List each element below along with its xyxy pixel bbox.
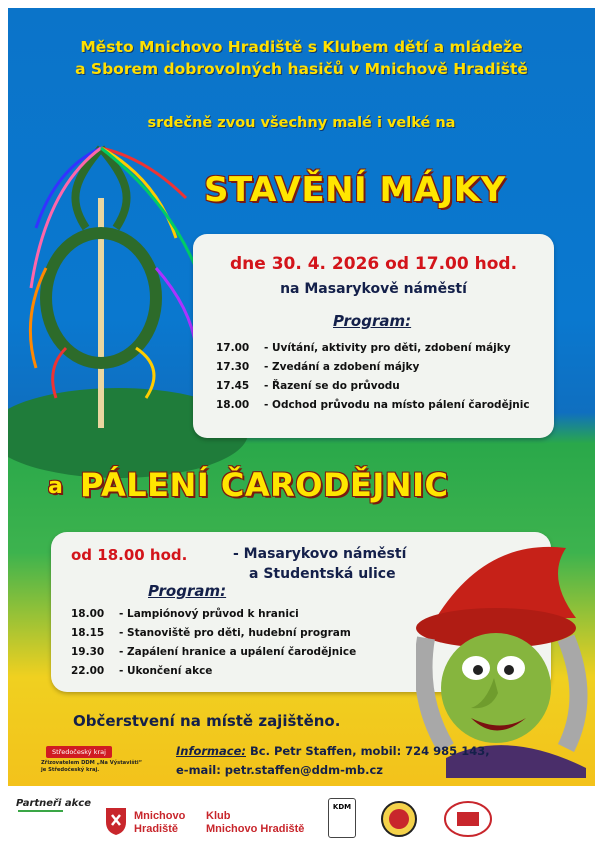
sponsor-note: Zřizovatelem DDM „Na Výstavišti“ je Středočeský kraj.: [41, 760, 143, 773]
maypole-illustration: [26, 138, 216, 428]
program-item: 17.45 - Řazení se do průvodu: [216, 379, 400, 392]
program-item: 18.00 - Lampiónový průvod k hranici: [71, 607, 299, 620]
program-item: 19.30 - Zapálení hranice a upálení čarodějnice: [71, 645, 357, 658]
header-line-3: srdečně zvou všechny malé i velké na: [147, 115, 456, 131]
logo-mnichovo-hradiste: Mnichovo Hradiště: [134, 810, 186, 835]
event1-date: dne 30. 4. 2026 od 17.00 hod.: [229, 254, 518, 274]
event2-program-label: Program:: [148, 582, 227, 600]
event1-program-list: [216, 338, 530, 414]
event2-place-line-2: a Studentská ulice: [249, 566, 396, 582]
logo-klub: Klub Mnichovo Hradiště: [206, 810, 305, 835]
kdm-logo: KDM: [328, 798, 356, 838]
program-item: 22.00 - Ukončení akce: [71, 664, 213, 677]
shield-icon: [104, 806, 128, 836]
program-item: 18.00 - Odchod průvodu na místo pálení čarodějnic: [216, 398, 530, 411]
partners-label: Partneři akce: [16, 798, 91, 809]
refreshment-note: Občerstvení na místě zajištěno.: [73, 712, 341, 730]
header-line-1: Město Mnichovo Hradiště s Klubem dětí a mládeže: [80, 38, 523, 56]
program-item: 17.00 - Uvítání, aktivity pro děti, zdobení májky: [216, 341, 511, 354]
info-line: [176, 744, 490, 758]
school-seal-icon: [443, 800, 493, 838]
header-line-2: a Sborem dobrovolných hasičů v Mnichově Hradiště: [75, 60, 528, 78]
event2-prefix: a: [48, 474, 64, 499]
event1-program-label: Program:: [333, 312, 412, 330]
witch-illustration: [416, 528, 595, 778]
footer-partners: [0, 790, 603, 853]
partners-underline: [18, 810, 63, 815]
event1-place: na Masarykově náměstí: [280, 281, 467, 297]
event2-program-list: [71, 604, 356, 680]
event1-title: STAVĚNÍ MÁJKY: [204, 170, 506, 210]
event2-title: PÁLENÍ ČARODĚJNIC: [80, 466, 449, 504]
info-label: Informace:: [176, 744, 246, 758]
poster: [8, 8, 595, 786]
info-contact: Bc. Petr Staffen, mobil: 724 985 143,: [246, 744, 490, 758]
sponsor-badge: Středočeský kraj: [46, 746, 112, 758]
fire-brigade-emblem-icon: [380, 800, 418, 838]
event2-time: od 18.00 hod.: [71, 546, 188, 564]
event1-card: [193, 234, 554, 438]
program-item: 18.15 - Stanoviště pro děti, hudební program: [71, 626, 351, 639]
event2-place-line-1: - Masarykovo náměstí: [233, 546, 407, 562]
info-email[interactable]: e-mail: petr.staffen@ddm-mb.cz: [176, 763, 383, 777]
program-item: 17.30 - Zvedání a zdobení májky: [216, 360, 420, 373]
